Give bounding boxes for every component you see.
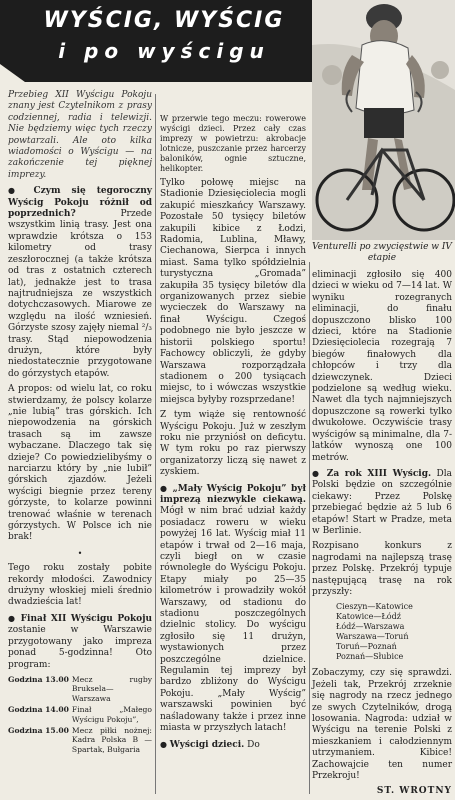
paragraph: [312, 468, 452, 537]
paragraph: A propos: od wielu lat, co roku stwierdzamy, że polscy kolarze „nie lubią” tras górskich. Ich niepowodzenia na górskich trasach są im zawsze wybaczane. Dlaczego tak się dzieje? Co powiedzielibyśmy o narciarzu który by „nie lubił” górskich zjazdów. Jeżeli wyścigi biegnie przez tereny górzyste, to kolarze powinni trenować właśnie w terenach górzystych. W Polsce ich nie brak!: [8, 384, 152, 543]
schedule-row: [8, 726, 152, 756]
paragraph-text: Dla Polski będzie on szczególnie ciekawy: Przez Polskę przebiegać będzie aż 5 lub 6 etapów! Start w Pradze, meta w Berlinie.: [312, 468, 452, 536]
question-heading: ● Czym się tegoroczny Wyścig Pokoju różnił od poprzednich?: [8, 186, 152, 219]
paragraph: Z tym wiąże się rentowność Wyścigu Pokoju. Już w zeszłym roku nie przyniósł on deficytu. W tym roku po raz pierwszy organizatorzy liczą się nawet z zyskiem.: [160, 410, 306, 478]
cyclist-photo: [312, 0, 455, 240]
schedule-event: Mecz piłki nożnej: Kadra Polska B — Spartak, Bułgaria: [71, 725, 152, 754]
section-heading: ● Za rok XIII Wyścig.: [312, 469, 431, 479]
route-item: Cieszyn—Katowice: [336, 602, 413, 612]
event-schedule: [8, 675, 152, 756]
column-divider-1: [155, 94, 156, 794]
separator: •: [77, 548, 83, 558]
paragraph: [160, 483, 306, 735]
paragraph: [8, 185, 152, 380]
column-1: [8, 90, 152, 762]
route-item: Warszawa—Toruń: [336, 632, 409, 642]
paragraph: W przerwie tego meczu: rowerowe wyścigi dzieci. Przez cały czas imprezy w powietrzu: akrobacje lotnicze, puszczanie przez harcerzy baloników, ognie sztuczne, helikopter.: [160, 114, 306, 173]
schedule-row: [8, 705, 152, 726]
article-intro: Przebieg XII Wyścigu Pokoju znany jest Czytelnikom z prasy codziennej, radia i telewizji. Nie będziemy więc tych rzeczy powtarzali. Ale oto kilka wiadomości o Wyścigu — na zakończenie tej pięknej imprezy.: [8, 90, 152, 180]
paragraph: [160, 739, 306, 751]
route-item: Łódź—Warszawa: [336, 622, 405, 632]
column-3: [312, 270, 452, 800]
paragraph: eliminacji zgłosiło się 400 dzieci w wieku od 7—14 lat. W wyniku rozegranych eliminacji, do finału dopuszczono blisko 100 dzieci, które na Stadionie Dziesięciolecia rozegrają 7 biegów finałowych dla chłopców i trzy dla dziewczynek. Dzieci podzielone są według wieku. Nawet dla tych najmniejszych dopuszczone są rowerki tylko dwukołowe. Oczywiście trasy wyścigów są minimalne, dla 7-latków wynoszą one 100 metrów.: [312, 270, 452, 463]
column-2: [160, 114, 306, 755]
title-line-2: i po wyścigu: [58, 39, 270, 63]
paragraph-text: Mógł w nim brać udział każdy posiadacz roweru w wieku powyżej 16 lat. Wyścig miał 11 etapów i trwał od 2—16 maja, czyli biegł on w czasie równoległe do Wyścigu Pokoju. Etapy miały po 25—35 kilometrów i prowadziły wokół Warszawy, od stadionu do stadionu poszczególnych dzielnic stolicy. Do wyścigu zgłosiło się 11 drużyn, wystawionych przez poszczególne dzielnice. Regulamin tej imprezy był bardzo zbliżony do Wyścigu Pokoju. „Mały Wyścig” warszawski powinien być naśladowany także i przez inne miasta w przyszłych latach!: [160, 506, 306, 734]
proposed-route-list: [312, 602, 452, 662]
section-heading: ● Finał XII Wyścigu Pokoju: [8, 614, 152, 624]
section-heading: ● Wyścigi dzieci.: [160, 740, 244, 750]
schedule-time: Godzina 14.00: [8, 705, 69, 715]
route-item: Poznań—Słubice: [336, 652, 404, 662]
schedule-row: [8, 675, 152, 705]
route-item: Toruń—Poznań: [336, 642, 397, 652]
schedule-event: Finał „Małego Wyścigu Pokoju”,: [71, 705, 152, 724]
photo-caption: Venturelli po zwycięstwie w IV etapie: [312, 242, 452, 263]
paragraph-text: Przede wszystkim linią trasy. Jest ona wprawdzie krótsza o 153 kilometry od trasy zeszłorocznej (a także krótsza od tras z ostatnich czterech lat), jednakże jest to trasa najtrudniejsza ze wszystkich dotychczasowych. Miarowe ze względu na ilość wzniesień. Górzyste szosy zajęły niemal ²/₃ trasy. Stąd niepowodzenia drużyn, które były niedostatecznie przygotowane do górzystych etapów.: [8, 209, 152, 379]
section-heading: ● „Mały Wyścig Pokoju” był imprezą niezwykle ciekawą.: [160, 484, 306, 505]
schedule-time: Godzina 15.00: [8, 725, 69, 735]
cyclist-illustration: [312, 0, 455, 240]
paragraph-text: Do: [247, 739, 260, 750]
title-line-1: WYŚCIG, WYŚCIG: [43, 8, 285, 33]
paragraph: Tego roku zostały pobite rekordy młodości. Zawodnicy drużyny włoskiej mieli średnio dwadzieścia lat!: [8, 563, 152, 608]
paragraph: [8, 613, 152, 671]
column-divider-2: [309, 262, 310, 794]
paragraph: Zobaczymy, czy się sprawdzi. Jeżeli tak, Przekrój zrzeknie się nagrody na rzecz jednego ze swych Czytelników, drogą losowania. Nagroda: udział w Wyścigu na terenie Polski z mieszkaniem i całodziennym utrzymaniem. Kibice! Zachowajcie ten numer Przekroju!: [312, 668, 452, 782]
author-signature: ST. WROTNY: [376, 786, 452, 797]
route-item: Katowice—Łódź: [336, 612, 401, 622]
schedule-event: Mecz rugby Bruksela—Warszawa: [71, 674, 152, 703]
paragraph-text: zostanie w Warszawie przygotowany jako impreza ponad 5-godzinna! Oto program:: [8, 625, 152, 670]
article-title: [14, 2, 314, 63]
paragraph: Tylko połowę miejsc na Stadionie Dziesięciolecia mogli zakupić mieszkańcy Warszawy. Pozostałe 50 tysięcy biletów zakupili kibice z Łodzi, Radomia, Lublina, Mławy, Ciechanowa, Sierpca i innych miast. Sama tylko spółdzielnia turystyczna „Gromada” zakupiła 35 tysięcy biletów dla organizowanych przez siebie wycieczek do Warszawy na finał Wyścigu. Czegoś podobnego nie było jeszcze w historii polskiego sportu! Fachowcy obliczyli, że gdyby Warszawa rozporządzała stadionem o 200 tysiącach miejsc, to i wówczas wszystkie miejsca byłyby rozsprzedane!: [160, 178, 306, 405]
schedule-time: Godzina 13.00: [8, 674, 69, 684]
paragraph: Rozpisano konkurs z nagrodami na najlepszą trasę przez Polskę. Przekrój typuje następującą trasę na rok przyszły:: [312, 541, 452, 597]
